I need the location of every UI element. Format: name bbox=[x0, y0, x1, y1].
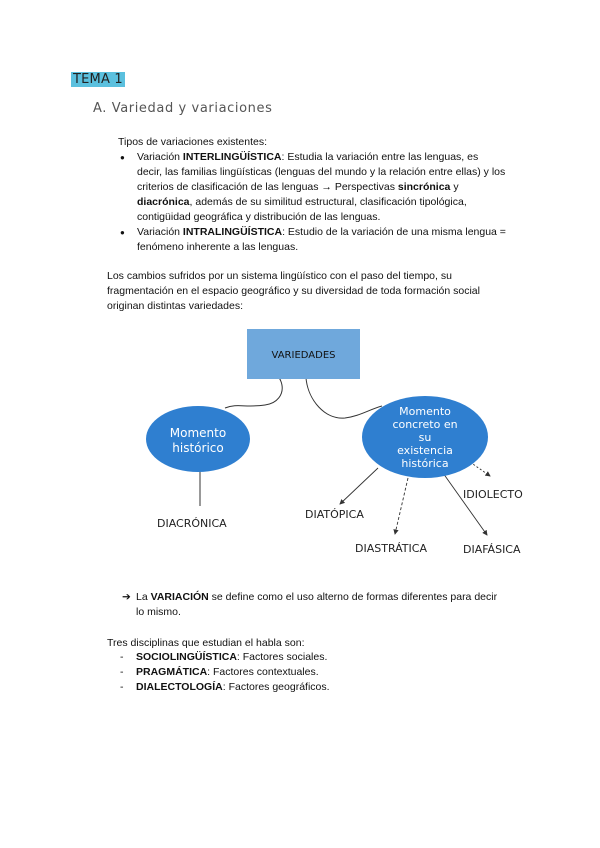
disciplines-list bbox=[120, 650, 330, 695]
left-node-label-line: histórico bbox=[172, 441, 224, 455]
list-item: ● Variación INTRALINGÜÍSTICA: Estudio de la variación de una misma lengua = fenómeno inherente a las lenguas. bbox=[120, 226, 506, 253]
leaf-diacronica: DIACRÓNICA bbox=[157, 517, 227, 530]
leaf-diatopica: DIATÓPICA bbox=[305, 508, 364, 521]
leaf-diafasica: DIAFÁSICA bbox=[463, 543, 521, 556]
dash-icon: - bbox=[120, 651, 124, 663]
intro-text: Tipos de variaciones existentes: bbox=[118, 136, 268, 148]
disciplines-intro: Tres disciplinas que estudian el habla son: bbox=[107, 637, 305, 649]
left-node-label-line: Momento bbox=[169, 426, 227, 440]
right-node-label-line: histórica bbox=[401, 457, 449, 470]
right-node-label-line: concreto en bbox=[392, 418, 458, 431]
list-item: ● Variación INTERLINGÜÍSTICA: Estudia la variación entre las lenguas, es decir, las familias lingüísticas (lenguas del mundo y la relación entre ellas) y los criterios de clasificación de las lenguas → Perspectivas sincrónica y diacrónica, además de su similitud estructural, clasificación tipológica, contigüidad geográfica y distribución de las lenguas. bbox=[120, 151, 506, 223]
definition-note: ➔ La VARIACIÓN se define como el uso alterno de formas diferentes para decir lo mismo. bbox=[122, 591, 498, 618]
leaf-diastratica: DIASTRÁTICA bbox=[355, 542, 427, 555]
list-item: - SOCIOLINGÜÍSTICA: Factores sociales. bbox=[120, 651, 328, 663]
root-label: VARIEDADES bbox=[271, 350, 336, 361]
connector-right-diatopica bbox=[340, 468, 378, 504]
leaf-idiolecto: IDIOLECTO bbox=[463, 488, 523, 501]
right-node-label-line: existencia bbox=[397, 444, 453, 457]
changes-paragraph: Los cambios sufridos por un sistema lingüístico con el paso del tiempo, su fragmentación en el espacio geográfico y su diversidad de toda formación social originan distintas variedades: bbox=[107, 270, 480, 312]
bullet-icon: ● bbox=[120, 228, 125, 237]
connector-right-diafasica bbox=[443, 473, 487, 535]
dash-icon: - bbox=[120, 681, 124, 693]
bullet-icon: ● bbox=[120, 153, 125, 162]
connector-root-right bbox=[306, 378, 382, 418]
list-item: - DIALECTOLOGÍA: Factores geográficos. bbox=[120, 681, 330, 693]
connector-right-idiolecto bbox=[470, 462, 490, 476]
right-node-label-line: su bbox=[418, 431, 432, 444]
section-heading: A. Variedad y variaciones bbox=[93, 101, 273, 116]
list-item: - PRAGMÁTICA: Factores contextuales. bbox=[120, 666, 319, 678]
page-title: TEMA 1 bbox=[73, 72, 123, 87]
arrow-icon: ➔ bbox=[122, 591, 131, 603]
dash-icon: - bbox=[120, 666, 124, 678]
right-node-label-line: Momento bbox=[399, 405, 451, 418]
connector-right-diastratica bbox=[395, 478, 408, 534]
